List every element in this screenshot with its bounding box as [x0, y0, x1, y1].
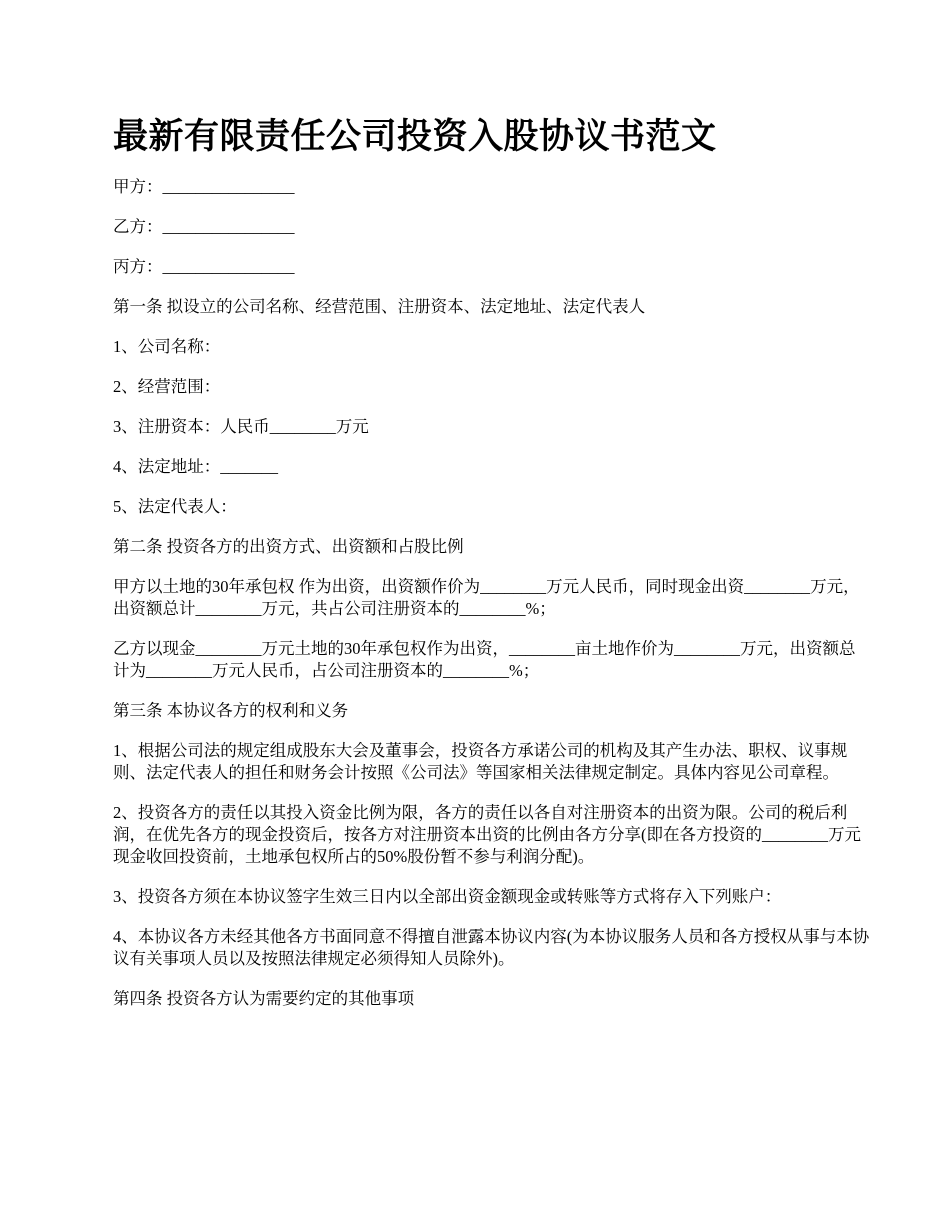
rights-clause-3: 3、投资各方须在本协议签字生效三日内以全部出资金额现金或转账等方式将存入下列账户： — [113, 887, 782, 906]
rights-clause-1: 1、根据公司法的规定组成股东大会及董事会，投资各方承诺公司的机构及其产生办法、职权、议事规则、法定代表人的担任和财务会计按照《公司法》等国家相关法律规定制定。具体内容见公司章程。 — [113, 741, 848, 782]
party-c-line: 丙方：________________ — [113, 257, 295, 276]
document-title: 最新有限责任公司投资入股协议书范文 — [113, 117, 717, 157]
registered-capital-item: 3、注册资本：人民币________万元 — [113, 417, 369, 436]
party-b-line: 乙方：________________ — [113, 217, 295, 236]
legal-address-item: 4、法定地址：_______ — [113, 457, 278, 476]
legal-representative-item: 5、法定代表人： — [113, 497, 237, 516]
rights-clause-4: 4、本协议各方未经其他各方书面同意不得擅自泄露本协议内容(为本协议服务人员和各方授权从事与本协议有关事项人员以及按照法律规定必须得知人员除外)。 — [113, 927, 870, 968]
article-1-heading: 第一条 拟设立的公司名称、经营范围、注册资本、法定地址、法定代表人 — [113, 297, 646, 316]
company-name-item: 1、公司名称： — [113, 337, 221, 356]
party-a-line: 甲方：________________ — [113, 177, 295, 196]
party-b-contribution: 乙方以现金________万元土地的30年承包权作为出资，________亩土地作价为________万元，出资额总计为________万元人民币，占公司注册资本的________%； — [113, 639, 856, 680]
party-a-contribution: 甲方以土地的30年承包权 作为出资，出资额作价为________万元人民币，同时现金出资________万元，出资额总计________万元，共占公司注册资本的________%； — [113, 577, 860, 618]
business-scope-item: 2、经营范围： — [113, 377, 221, 396]
article-3-heading: 第三条 本协议各方的权利和义务 — [113, 701, 349, 720]
rights-clause-2: 2、投资各方的责任以其投入资金比例为限，各方的责任以各自对注册资本的出资为限。公司的税后利润，在优先各方的现金投资后，按各方对注册资本出资的比例由各方分享(即在各方投资的________万元现金收回投资前，土地承包权所占的50%股份暂不参与利润分配)。 — [113, 803, 861, 866]
article-4-heading: 第四条 投资各方认为需要约定的其他事项 — [113, 989, 415, 1008]
article-2-heading: 第二条 投资各方的出资方式、出资额和占股比例 — [113, 537, 464, 556]
